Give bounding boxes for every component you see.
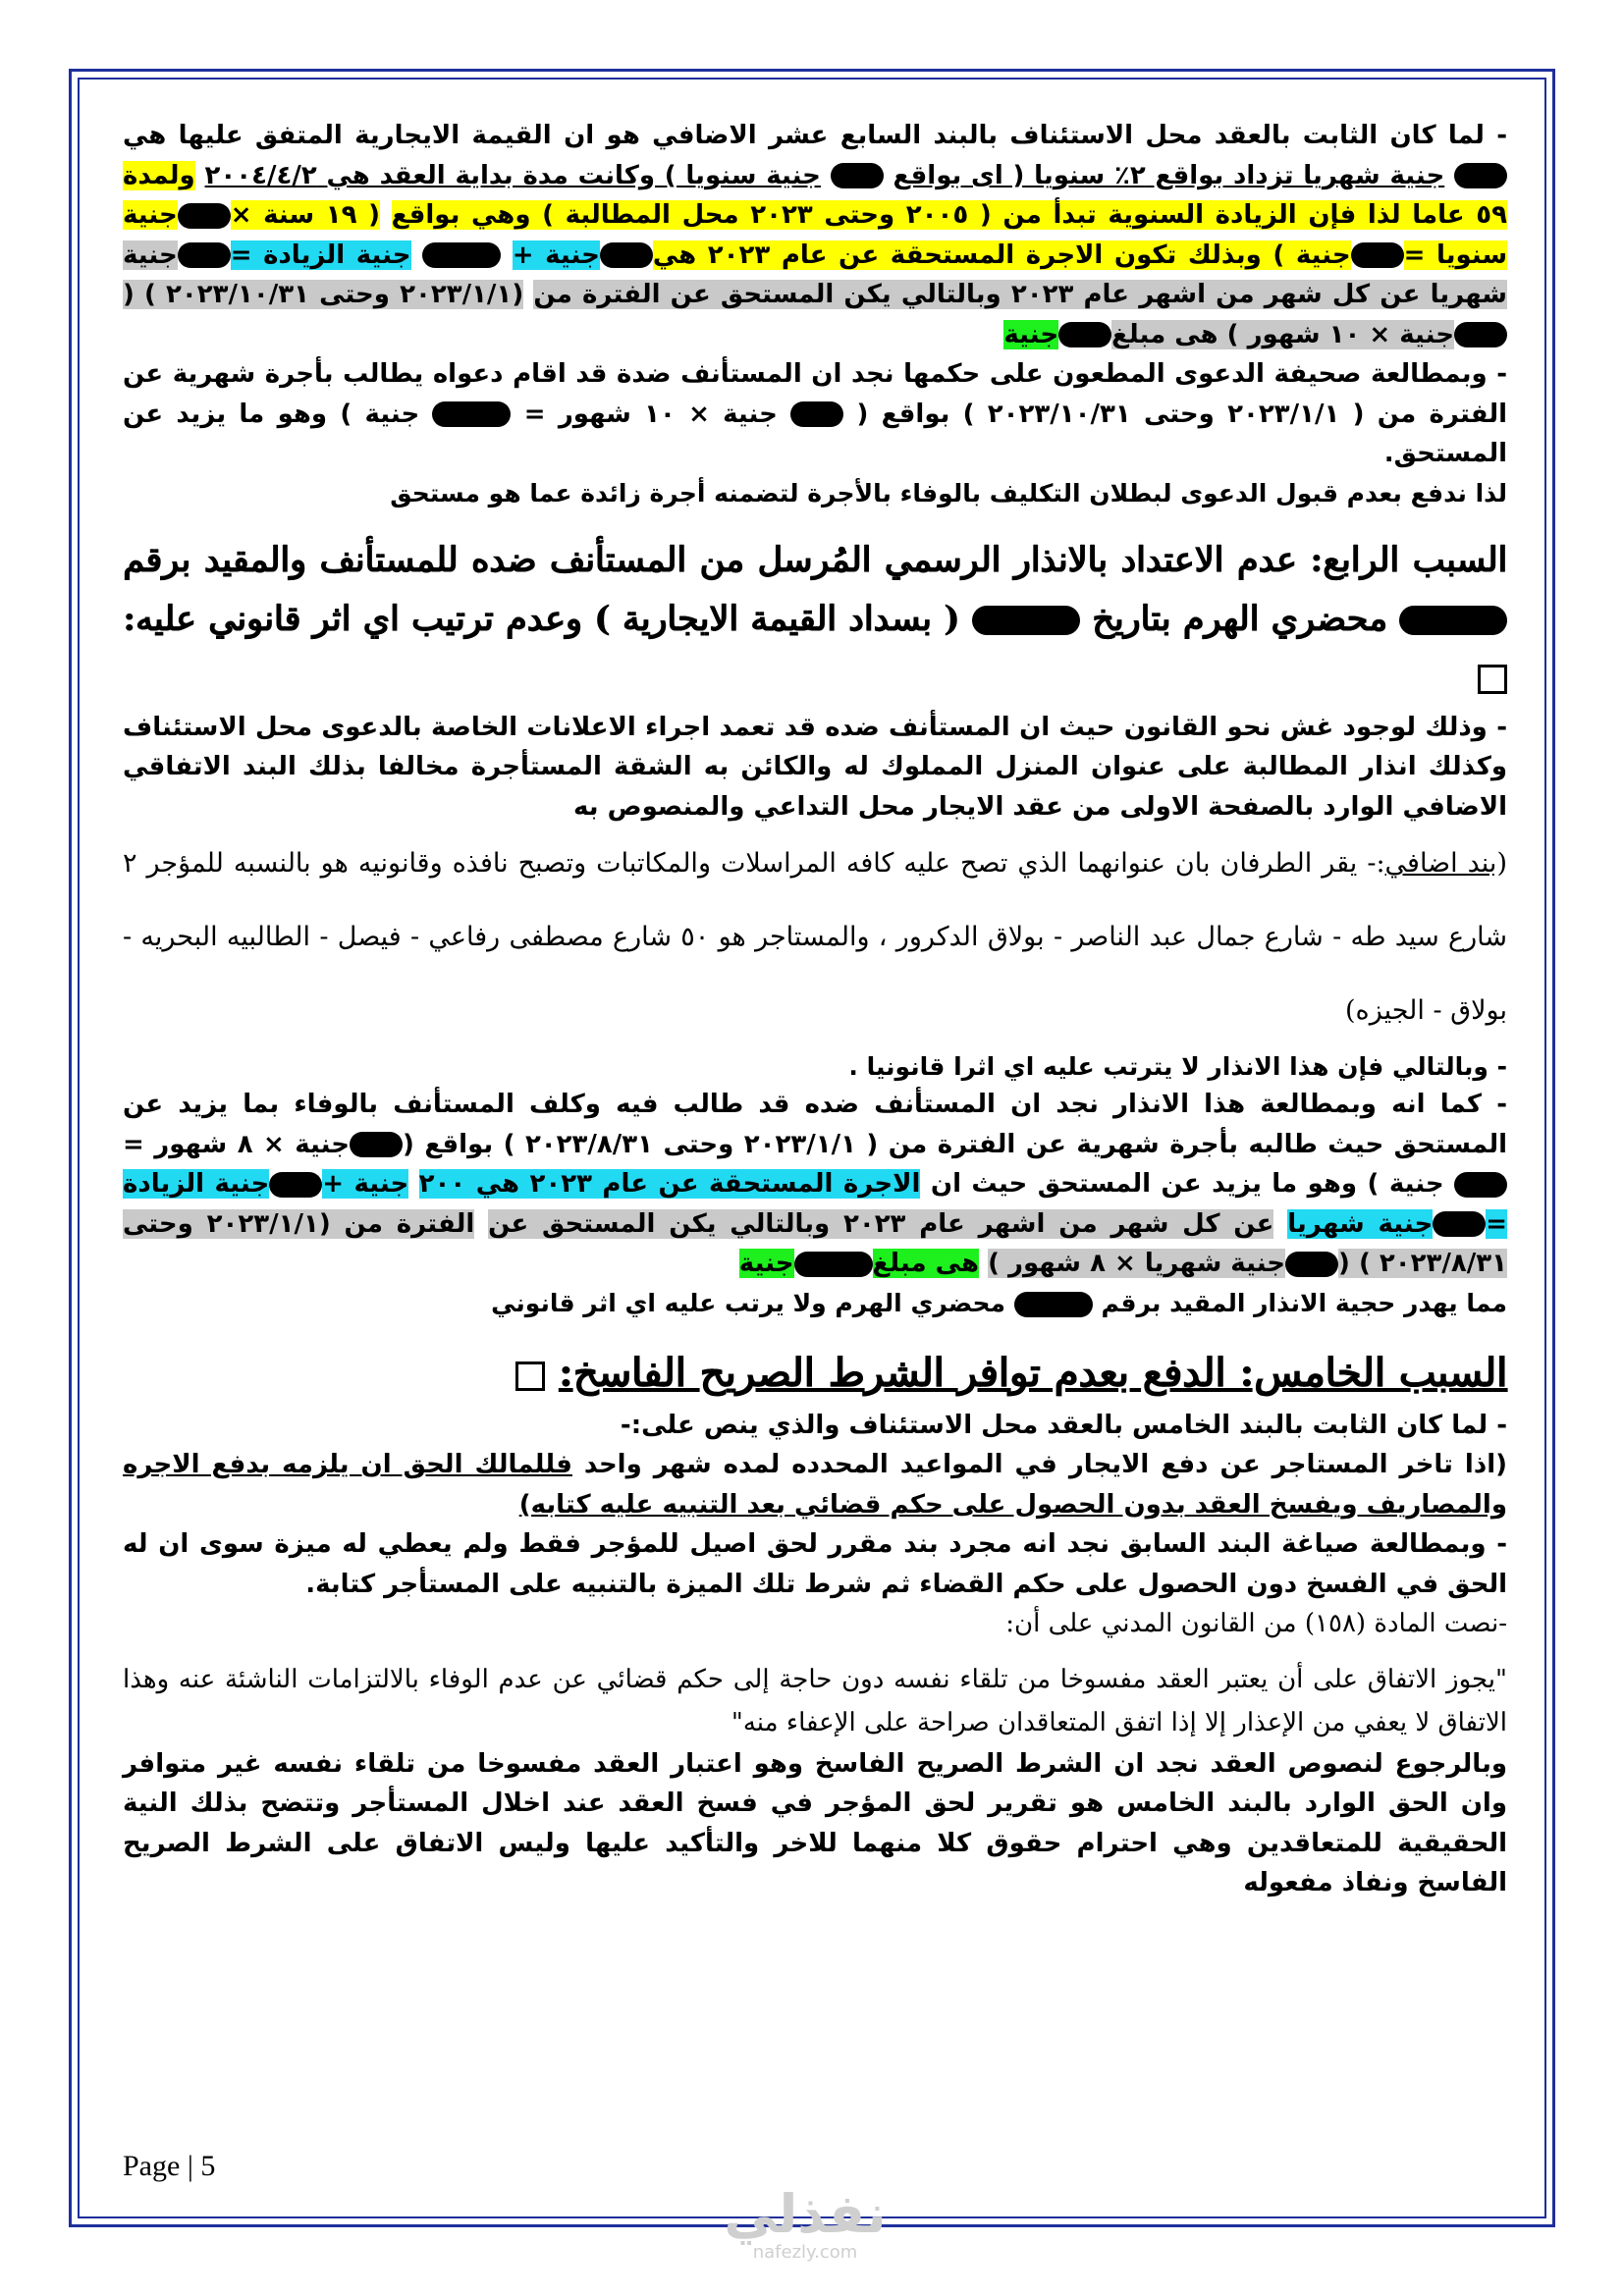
text: جنية ) وهو (277, 399, 420, 429)
highlight-gray: (٢٠٢٣/١/١ وحتى ٢٠٢٣/١٠/٣١ ) ( (123, 280, 524, 309)
text: - وبمطالعة صحيفة الدعوى المطعون على حكمها نجد ان المستأنف ضدة قد اقام دعواه يطالب بأجرة شهرية (172, 359, 1507, 389)
redaction (1399, 606, 1507, 635)
highlight-yellow: جنية ) وبذلك تكون الاجرة المستحقة عن عام ٢٠٢٣ هي (652, 240, 1351, 270)
highlight-cyan: الاجرة المستحقة عن عام ٢٠٢٣ هي ٢٠٠ (418, 1169, 921, 1199)
heading-text: السبب الخامس: الدفع بعدم توافر الشرط الصريح الفاسخ: (558, 1349, 1507, 1396)
redaction (831, 163, 884, 188)
redaction (1014, 1292, 1093, 1317)
redaction (1433, 1211, 1486, 1237)
conclusion-statement: لذا ندفع بعدم قبول الدعوى لبطلان التكليف بالوفاء بالأجرة لتضمنه أجرة زائدة عما هو مستحق (390, 478, 1507, 507)
section-heading-fifth-reason (123, 1341, 1507, 1406)
redaction (794, 1252, 873, 1277)
highlight-cyan: جنية شهريا (1287, 1208, 1434, 1239)
highlight-gray: جنية شهريا × ٨ شهور ) (988, 1249, 1286, 1278)
text: ٨ شهور = (123, 1129, 253, 1159)
text: - لما كان الثابت بالعقد محل الاستئناف بالبند السابع عشر الاضافي هو ان القيمة الايجارية المتفق عليها هي (123, 121, 1507, 150)
page-number: Page | 5 (123, 2150, 216, 2182)
redaction (269, 1172, 322, 1198)
highlight-green: جنية (1003, 319, 1059, 349)
highlight-yellow: ولمدة ٥٩ عاما لذا فإن الزيادة السنوية تبدأ من ( ٢٠٠٥ وحتى ٢٠٢٣ محل المطالبة ) وهي بواقع (123, 160, 1507, 230)
highlight-cyan: جنية + (512, 240, 600, 270)
heading-text: ( بسداد القيمة الايجارية ) وعدم ترتيب اي اثر قانوني عليه: (123, 598, 960, 639)
checkbox-icon (515, 1362, 545, 1391)
text: مما يهدر حجية الانذار المقيد برقم (1101, 1288, 1507, 1317)
spacer (123, 511, 1507, 531)
text: عن الفترة من ( ٢٠٢٣/١/١ وحتى ٢٠٢٣/١٠/٣١ ) بواقع ( (123, 359, 1508, 429)
paragraph-fifth-clause: - لما كان الثابت بالبند الخامس بالعقد محل الاستئناف والذي ينص على:- (620, 1410, 1507, 1440)
redaction (790, 401, 843, 427)
paragraph-clause-analysis: - وبمطالعة صياغة البند السابق نجد انه مجرد بند مقرر لحق اصيل للمؤجر فقط ولم يعطي له ميزة سوى ان له الحق في الفسخ دون الحصول على حكم القضاء ثم شرط تلك الميزة بالتنبيه على المستأجر كتابة. (123, 1529, 1507, 1599)
paragraph-law-reference: -نصت المادة (١٥٨) من القانون المدني على أن: (1005, 1609, 1507, 1638)
highlight-cyan: جنية + (322, 1169, 409, 1199)
highlight-cyan: جنية الزيادة = (230, 240, 411, 270)
section-heading-fourth-reason (123, 531, 1507, 708)
text: جنية سنويا ) وكانت مدة بداية العقد هي ٢٠٠٤/٤/٢ (204, 160, 821, 190)
redaction (1454, 322, 1507, 347)
redaction (178, 203, 231, 229)
clause-label: بند اضافي (1384, 848, 1497, 879)
highlight-cyan: جنية الزيادة = (123, 1169, 1507, 1239)
paragraph-lawsuit-claim (123, 354, 1507, 474)
text: جنية ) وهو ما يزيد عن المستحق حيث ان (930, 1169, 1444, 1199)
highlight-gray: جنية × ١٠ شهور ) هى مبلغ (1111, 319, 1454, 349)
redaction (1058, 322, 1111, 347)
paragraph-final-analysis: وبالرجوع لنصوص العقد نجد ان الشرط الصريح الفاسخ وهو اعتبار العقد مفسوخا من تلقاء نفسه غير متوافر وان الحق الوارد بالبند الخامس هو تقرير لحق المؤجر في فسخ العقد عند اخلال المستأجر وتتضح بذلك النية الحقيقية للمتعاقدين وهي احترام حقوق كلا منهما للاخر والتأكيد عليها وليس الاتفاق على الشرط الصريح الفاسخ ونفاذ مفعوله (123, 1748, 1507, 1897)
redaction (178, 242, 231, 268)
text: المستحق حيث طالبه بأجرة شهرية عن الفترة من ( ٢٠٢٣/١/١ وحتى ٢٠٢٣/٨/٣١ ) بواقع ( (403, 1129, 1507, 1159)
clause-text: :- يقر الطرفان بان عنوانهما الذي تصح عليه كافه المراسلات والمكاتبات وتصبح نافذه وقانونيه هو بالنسبه للمؤجر ٢ شارع سيد طه - شارع جمال عبد الناصر - بولاق الدكرور ، والمستاجر هو ٥٠ شارع مصطفى رفاعي - فيصل - الطالبيه البحريه - بولاق - الجيزه) (123, 848, 1508, 1026)
text: ما يزيد عن المستحق. (123, 399, 1507, 468)
text: جنية شهريا تزداد بواقع ٢٪ سنويا ( اى بواقع (893, 160, 1445, 190)
paragraph-warning-claim (123, 1085, 1507, 1284)
heading-text: السبب الرابع: عدم الاعتداد بالانذار الرسمي المُرسل من المستأنف ضده للمستأنف والمقيد برقم (123, 539, 1507, 580)
redaction (432, 401, 511, 427)
spacer (123, 1321, 1507, 1341)
paragraph-clause-quote (123, 1445, 1507, 1524)
redaction (1285, 1252, 1338, 1277)
highlight-gray: عن كل شهر من اشهر عام ٢٠٢٣ وبالتالي يكن المستحق عن (488, 1208, 1274, 1239)
highlight-green: هى مبلغ (872, 1249, 979, 1278)
highlight-yellow: جنية سنويا = (123, 200, 1508, 270)
text: جنية × ١٠ شهور = (523, 399, 778, 429)
conclusion-statement (123, 1286, 1507, 1321)
paragraph-fraud-notice: - وذلك لوجود غش نحو القانون حيث ان المستأنف ضده قد تعمد اجراء الاعلانات الخاصة بالدعوى محل الاستئناف وكذلك انذار المطالبة على عنوان المنزل المملوك له والكائن به الشقة المستأجرة مخالفا بذلك البند الاتفاقي الاضافي الوارد بالصفحة الاولى من عقد الايجار محل التداعي والمنصوص به (123, 712, 1507, 822)
text: جنية × (263, 1129, 351, 1159)
redaction (600, 242, 653, 268)
redaction (1351, 242, 1404, 268)
highlight-yellow: ( ١٩ سنة × (230, 200, 380, 230)
conclusion-statement: - وبالتالي فإن هذا الانذار لا يترتب عليه اي اثرا قانونيا . (848, 1052, 1507, 1081)
paragraph-rent-terms (123, 116, 1507, 354)
text: محضري الهرم ولا يرتب عليه اي اثر قانوني (491, 1288, 1006, 1317)
text: - كما انه وبمطالعة هذا الانذار نجد ان المستأنف ضده قد طالب فيه وكلف المستأنف بالوفاء بما يزيد عن (123, 1090, 1507, 1119)
document-body (123, 116, 1507, 1903)
redaction (1454, 163, 1507, 188)
highlight-green: جنية (738, 1249, 794, 1278)
watermark-url: nafezly.com (752, 2242, 858, 2263)
checkbox-icon (1478, 665, 1507, 694)
text: فللمالك الحق ان يلزمه بدفع الاجره والمصاريف ويفسخ العقد بدون الحصول على حكم قضائي بعد التنبيه عليه كتابه) (123, 1450, 1507, 1520)
redaction (1454, 1172, 1507, 1198)
redaction (422, 242, 501, 268)
watermark-logo-text: نفذلي (724, 2183, 887, 2245)
text: (اذا تاخر المستاجر عن دفع الايجار في المواعيد المحدده لمده شهر واحد (583, 1450, 1507, 1479)
additional-clause: (بند اضافي:- يقر الطرفان بان عنوانهما الذي تصح عليه كافه المراسلات والمكاتبات وتصبح نافذه وقانونيه هو بالنسبه للمؤجر ٢ شارع سيد طه - شارع جمال عبد الناصر - بولاق الدكرور ، والمستاجر هو ٥٠ شارع مصطفى رفاعي - فيصل - الطالبيه البحريه - بولاق - الجيزه) (123, 848, 1508, 1026)
heading-text: محضري الهرم بتاريخ (1092, 598, 1387, 639)
redaction (350, 1132, 403, 1157)
law-quote: "يجوز الاتفاق على أن يعتبر العقد مفسوخا من تلقاء نفسه دون حاجة إلى حكم قضائي عن عدم الوفاء بالالتزامات الناشئة عنه وهذا الاتفاق لا يعفي من الإعذار إلا إذا اتفق المتعاقدان صراحة على الإعفاء منه" (123, 1664, 1507, 1737)
highlight-gray: الفترة من (٢٠٢٣/١/١ وحتى ٢٠٢٣/٨/٣١ ) ( (123, 1208, 1507, 1278)
redaction (972, 606, 1080, 635)
highlight-gray: جنية شهريا عن كل شهر من اشهر عام ٢٠٢٣ وبالتالي يكن المستحق عن الفترة من (123, 240, 1508, 309)
watermark (687, 2183, 923, 2263)
